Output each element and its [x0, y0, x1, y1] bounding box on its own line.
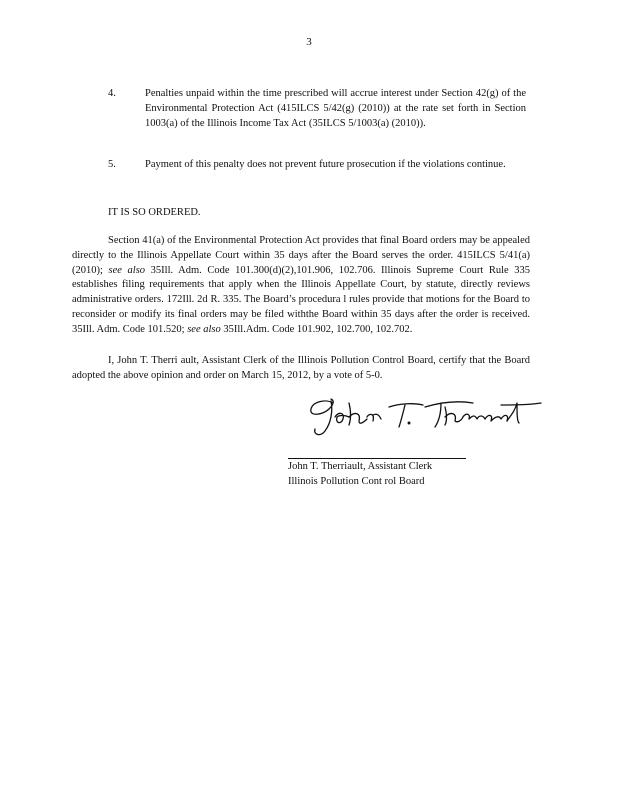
appeal-paragraph — [72, 234, 530, 338]
item-number: 4. — [108, 88, 116, 99]
see-also-2: see also — [187, 323, 221, 335]
so-ordered-line: IT IS SO ORDERED. — [108, 207, 201, 218]
certification-paragraph: I, John T. Therri ault, Assistant Clerk of the Illinois Pollution Control Board, certify that the Board adopted the above opinion and order on March 15, 2012, by a vote of 5-0. — [72, 355, 530, 381]
item-text: Penalties unpaid within the time prescribed will accrue interest under Section 42(g) of the Environmental Protection Act (415ILCS 5/42(g) (2010)) at the rate set forth in Section 1003(a) of the Illinois Income Tax Act (35ILCS 5/1003(a) (2010)). — [145, 88, 526, 129]
page-number: 3 — [306, 36, 312, 48]
handwritten-signature — [305, 393, 545, 443]
item-number: 5. — [108, 159, 116, 170]
appeal-text-3: 35Ill.Adm. Code 101.902, 102.700, 102.702. — [223, 323, 413, 335]
list-item-4 — [108, 86, 526, 146]
appeal-text-2: 35Ill. Adm. Code 101.300(d)(2),101.906, 102.706. Illinois Supreme Court Rule 335 establishes filing requirements that apply when the Illinois Appellate Court, by statute, directly reviews administrative orders. 172Ill. 2d R. 335. The Board’s procedura l rules provide that motions for the Board to reconsider or modify its final orders may be filed withthe Board within 35 days after the order is received. 35Ill. Adm. Code 101.520; — [72, 264, 531, 335]
signer-board: Illinois Pollution Cont rol Board — [288, 476, 425, 487]
item-text: Payment of this penalty does not prevent future prosecution if the violations continue. — [145, 159, 506, 170]
signature-block — [288, 459, 432, 489]
appeal-text-1: Section 41(a) of the Environmental Protection Act provides that final Board orders may be appealed directly to the Illinois Appellate Court within 35 days after the Board serves the order. 415ILCS 5/41(a) (2010); — [72, 235, 530, 276]
signer-name-title: John T. Therriault, Assistant Clerk — [288, 461, 433, 472]
list-item-5 — [108, 157, 526, 187]
see-also-1: see also — [108, 264, 146, 276]
